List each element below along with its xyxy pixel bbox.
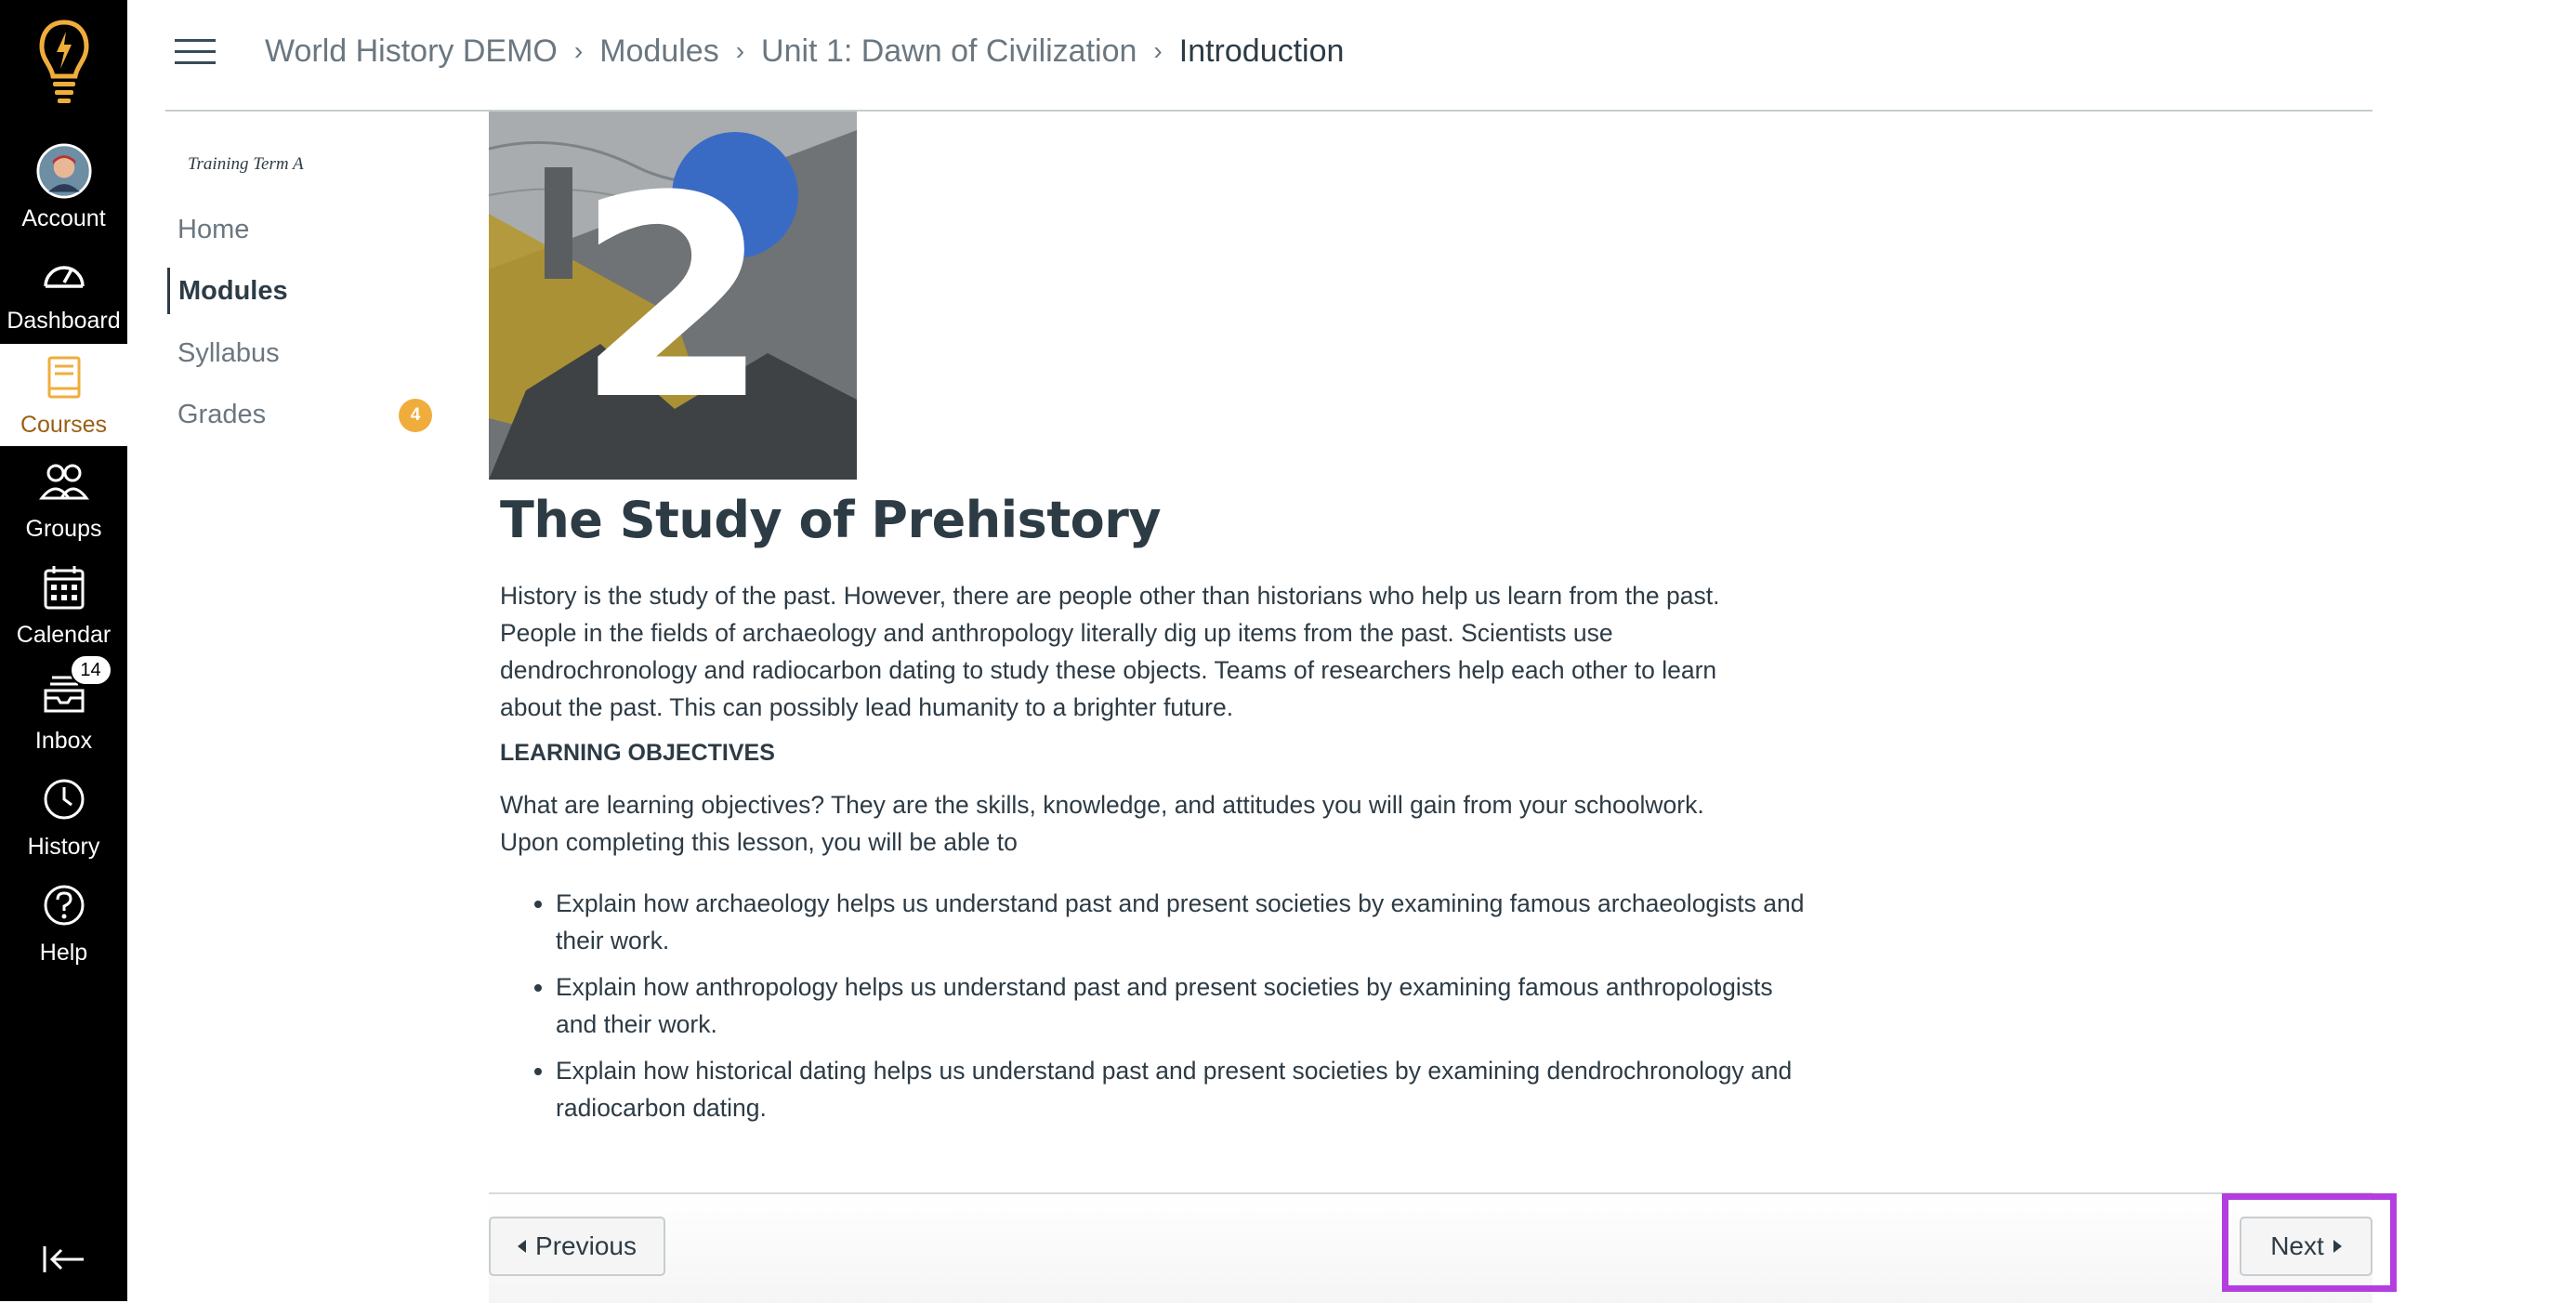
course-nav-syllabus[interactable]: Syllabus [177,338,280,368]
groups-icon [36,454,92,509]
breadcrumb-separator: › [573,36,584,65]
breadcrumb-course[interactable]: World History DEMO [265,33,558,69]
nav-label: Courses [20,412,108,438]
objectives-list [500,885,1820,1136]
next-label: Next [2270,1231,2324,1260]
global-nav-inbox[interactable] [0,660,127,762]
courses-icon [36,349,92,405]
nav-label: History [27,834,100,860]
previous-button[interactable] [489,1217,665,1276]
breadcrumb-separator: › [735,36,745,65]
global-nav-groups[interactable] [0,448,127,550]
course-nav-grades[interactable] [177,391,438,438]
nav-label: Help [39,940,88,966]
help-icon [36,877,92,933]
banner-number: 2 [575,137,770,461]
course-nav-home[interactable]: Home [177,215,250,244]
list-item: • Explain how historical dating helps us understand past and present societies by examining dendrochronology and radiocarbon dating. [556,1052,1820,1126]
nav-label: Inbox [34,728,93,754]
nav-label: Groups [25,516,102,542]
breadcrumb-modules[interactable]: Modules [599,33,719,69]
nav-label: Account [21,205,106,231]
next-button-highlight [2222,1193,2397,1292]
objectives-heading: LEARNING OBJECTIVES [500,740,775,766]
list-item: • Explain how archaeology helps us understand past and present societies by examining famous archaeologists and their work. [556,885,1820,959]
term-label: Training Term A [188,154,304,174]
avatar [36,143,92,199]
global-nav-calendar[interactable] [0,554,127,656]
module-banner-image [489,112,857,480]
course-nav-label: Grades [177,400,267,429]
canvas-logo-icon[interactable] [0,9,127,121]
global-nav-dashboard[interactable] [0,240,127,342]
breadcrumb-current-page: Introduction [1178,33,1345,69]
page-header [165,0,2372,112]
calendar-icon [36,559,92,615]
breadcrumb [265,28,1344,74]
grades-count-badge: 4 [399,399,432,432]
hamburger-menu-icon[interactable] [175,35,216,67]
module-sequence-footer [489,1192,2372,1303]
caret-left-icon [518,1240,526,1253]
list-item: • Explain how anthropology helps us understand past and present societies by examining famous anthropologists and their work. [556,968,1820,1043]
global-nav [0,0,127,1301]
global-nav-help[interactable] [0,872,127,974]
global-nav-account[interactable] [0,138,127,240]
nav-label: Calendar [16,622,112,648]
objectives-intro: What are learning objectives? They are the skills, knowledge, and attitudes you will gain from your schoolwork. Upon completing this lesson, you will be able to [500,791,1704,856]
course-nav-modules[interactable]: Modules [167,268,439,314]
unread-count-badge: 14 [70,654,112,686]
previous-label: Previous [535,1231,637,1260]
breadcrumb-unit[interactable]: Unit 1: Dawn of Civilization [761,33,1137,69]
collapse-nav-icon[interactable] [0,1231,127,1287]
global-nav-courses[interactable] [0,344,127,446]
page-title: The Study of Prehistory [500,491,1162,549]
global-nav-history[interactable] [0,766,127,868]
history-icon [36,771,92,827]
breadcrumb-separator: › [1153,36,1163,65]
inbox-icon [36,660,101,721]
nav-label: Dashboard [7,308,121,334]
dashboard-icon [36,245,92,301]
intro-paragraph: History is the study of the past. However, there are people other than historians who help us learn from the past. People in the fields of archaeology and anthropology literally dig up items from the past. Scientists use dendrochronology and radiocarbon dating to study these objects. Teams of researchers help each other to learn about the past. This can possibly lead humanity to a brighter future. [500,582,1720,721]
